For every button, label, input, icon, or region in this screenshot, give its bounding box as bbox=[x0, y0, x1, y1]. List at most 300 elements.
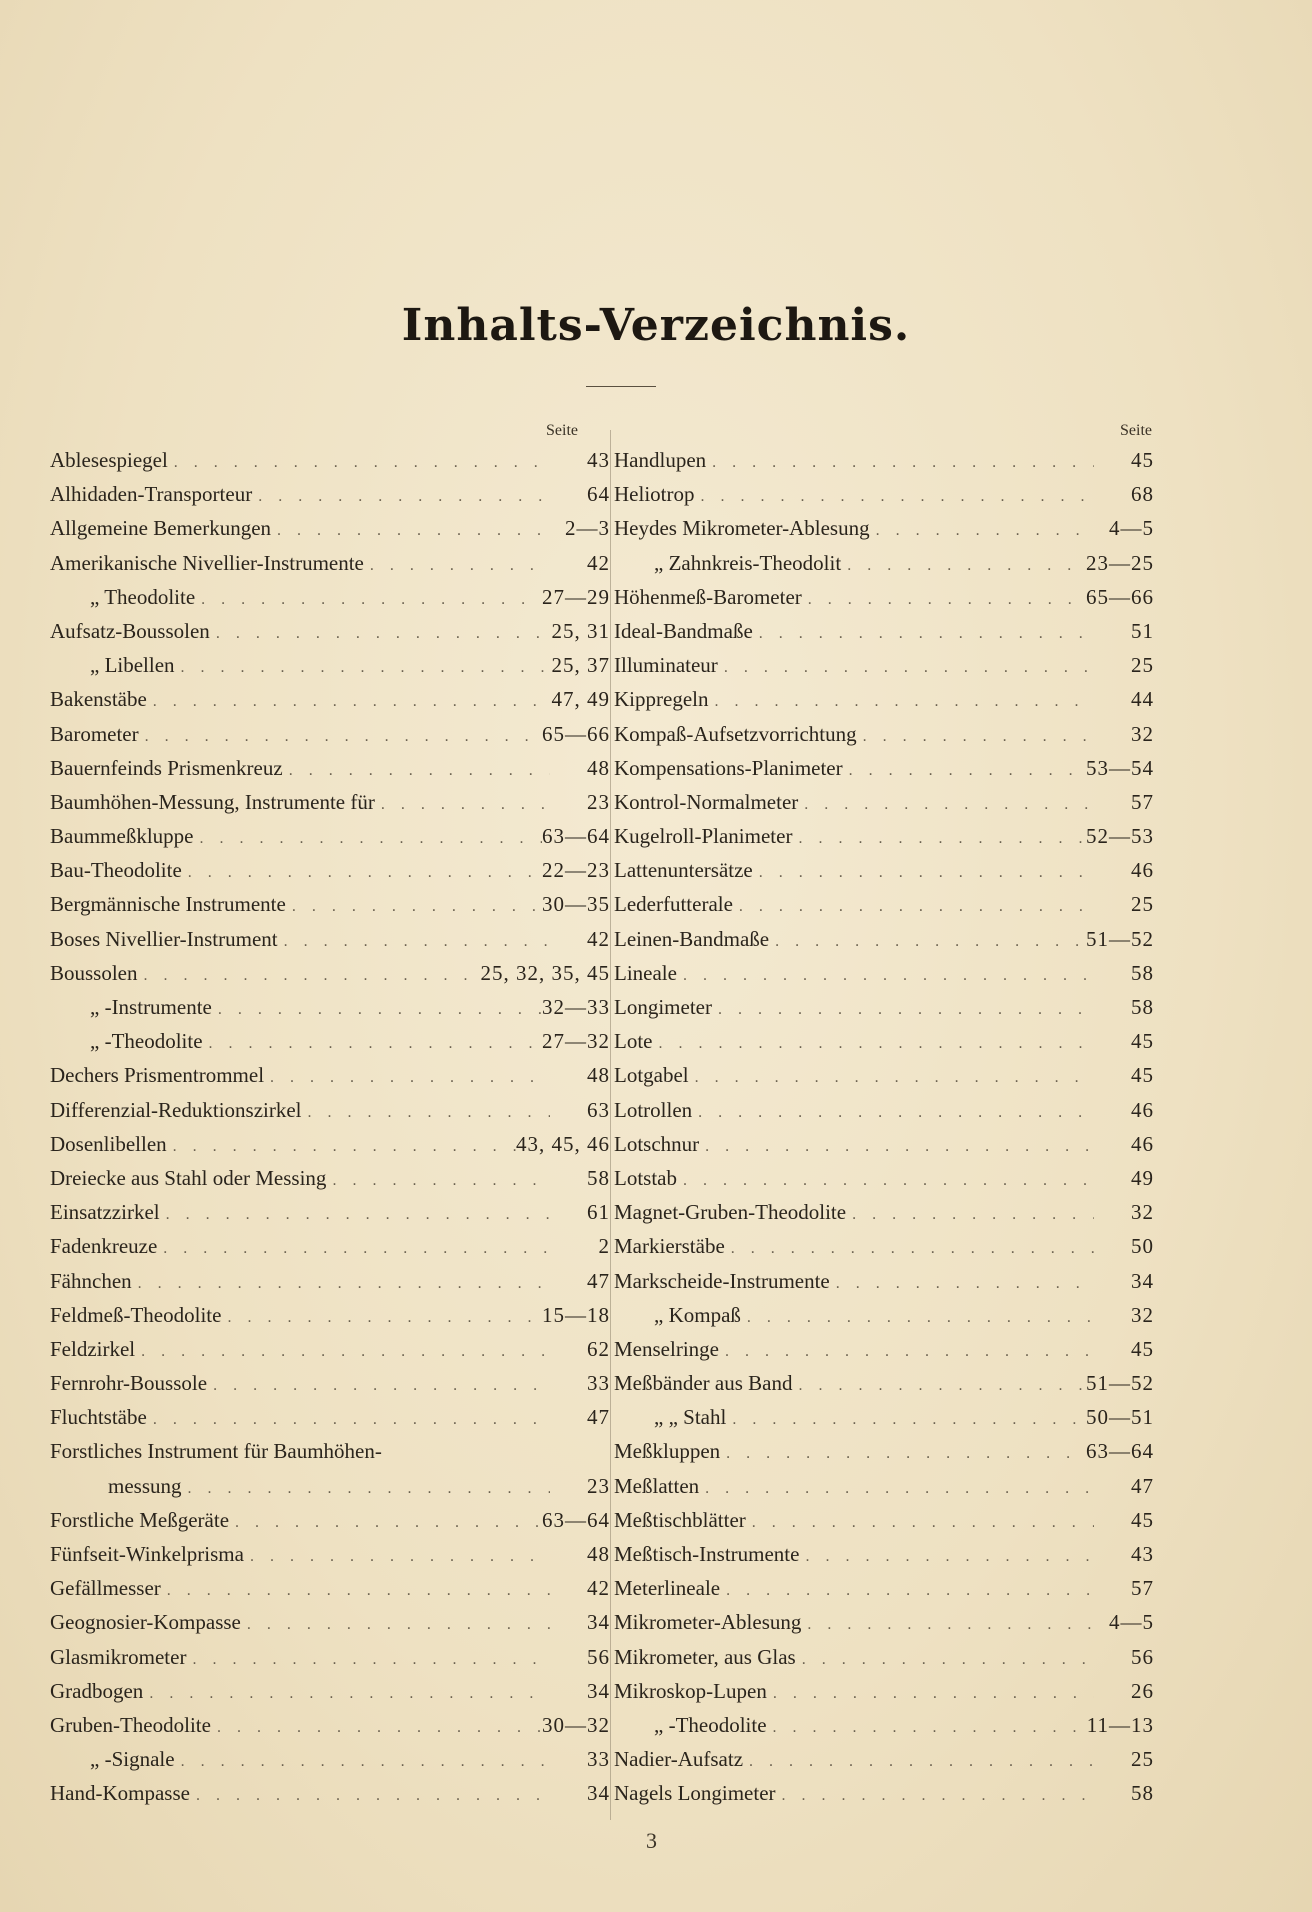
index-entry bbox=[50, 1132, 610, 1166]
leader-dots bbox=[182, 1480, 551, 1498]
entry-page: 58 bbox=[1131, 960, 1154, 985]
entry-page: 42 bbox=[587, 1576, 610, 1601]
index-entry bbox=[50, 1303, 610, 1337]
leader-dots bbox=[753, 864, 1094, 882]
leader-dots bbox=[741, 1309, 1094, 1327]
entry-name: Nadier-Aufsatz bbox=[614, 1747, 744, 1772]
index-entry bbox=[50, 1098, 610, 1132]
entry-name: Glasmikrometer bbox=[50, 1644, 187, 1669]
entry-page: 47 bbox=[587, 1405, 610, 1430]
leader-dots bbox=[843, 762, 1086, 780]
entry-name: „ „ Stahl bbox=[654, 1405, 727, 1430]
entry-name: Lotstab bbox=[614, 1165, 677, 1190]
entry-name: Magnet-Gruben-Theodolite bbox=[614, 1200, 847, 1225]
entry-name: Fünfseit-Winkelprisma bbox=[50, 1542, 244, 1566]
entry-name: Aufsatz-Boussolen bbox=[50, 618, 210, 643]
index-entry bbox=[614, 516, 1154, 550]
entry-page: 45 bbox=[1131, 1029, 1154, 1054]
entry-page: 34 bbox=[587, 1678, 610, 1703]
leader-dots bbox=[753, 625, 1094, 643]
entry-name: Meßtischblätter bbox=[614, 1507, 746, 1532]
leader-dots bbox=[725, 1240, 1094, 1258]
entry-name: „ -Instrumente bbox=[90, 995, 212, 1019]
entry-name: Kippregeln bbox=[614, 687, 709, 712]
leader-dots bbox=[689, 1069, 1094, 1087]
entry-page: 32—33 bbox=[542, 995, 610, 1019]
entry-name: Handlupen bbox=[614, 448, 707, 472]
entry-name: „ Libellen bbox=[90, 653, 175, 678]
entry-name: Leinen-Bandmaße bbox=[614, 926, 770, 951]
leader-dots bbox=[211, 1719, 542, 1737]
leader-dots bbox=[720, 1582, 1094, 1600]
leader-dots bbox=[830, 1275, 1094, 1293]
entry-name: Amerikanische Nivellier-Instrumente bbox=[50, 550, 364, 575]
leader-dots bbox=[186, 1651, 550, 1669]
entry-name: Lineale bbox=[614, 960, 677, 985]
index-entry bbox=[614, 892, 1154, 926]
entry-name: Illuminateur bbox=[614, 653, 718, 678]
leader-dots bbox=[138, 967, 481, 985]
entry-page: 56 bbox=[1131, 1644, 1154, 1669]
leader-dots bbox=[271, 522, 550, 540]
entry-page: 34 bbox=[1131, 1268, 1154, 1293]
entry-page: 62 bbox=[587, 1336, 610, 1361]
index-entry bbox=[50, 858, 610, 892]
index-entry bbox=[50, 1234, 610, 1268]
index-entry bbox=[614, 551, 1154, 585]
entry-name: Menselringe bbox=[614, 1336, 719, 1361]
entry-page: 44 bbox=[1131, 687, 1154, 712]
entry-name: Meterlineale bbox=[614, 1576, 721, 1601]
leader-dots bbox=[244, 1548, 550, 1566]
entry-page: 2—3 bbox=[565, 516, 610, 541]
index-entry bbox=[614, 927, 1154, 961]
leader-dots bbox=[796, 1651, 1094, 1669]
entry-name: Mikroskop-Lupen bbox=[614, 1678, 767, 1703]
entry-name: Lederfutterale bbox=[614, 892, 733, 917]
leader-dots bbox=[195, 591, 542, 609]
index-entry bbox=[50, 1474, 610, 1508]
index-entry bbox=[50, 1337, 610, 1371]
column-divider bbox=[610, 430, 611, 1820]
entry-page: 4—5 bbox=[1109, 1610, 1154, 1635]
entry-page: 65—66 bbox=[542, 721, 610, 746]
entry-page: 68 bbox=[1131, 482, 1154, 507]
index-entry bbox=[50, 927, 610, 961]
leader-dots bbox=[190, 1787, 550, 1805]
index-entry bbox=[50, 1166, 610, 1200]
entry-page: 58 bbox=[587, 1165, 610, 1190]
entry-page: 34 bbox=[587, 1781, 610, 1806]
leader-dots bbox=[718, 659, 1094, 677]
entry-page: 25 bbox=[1131, 653, 1154, 678]
index-entry bbox=[614, 687, 1154, 721]
index-entry bbox=[50, 448, 610, 482]
index-entry bbox=[614, 1234, 1154, 1268]
index-entry bbox=[50, 1713, 610, 1747]
entry-name: Lotgabel bbox=[614, 1063, 689, 1088]
index-entry bbox=[614, 961, 1154, 995]
entry-name: Kugelroll-Planimeter bbox=[614, 824, 793, 849]
entry-page: 51 bbox=[1131, 618, 1154, 643]
entry-page: 25, 37 bbox=[551, 653, 610, 678]
leader-dots bbox=[160, 1206, 550, 1224]
entry-page: 45 bbox=[1131, 1336, 1154, 1361]
entry-page: 33 bbox=[587, 1371, 610, 1396]
index-entry bbox=[50, 1269, 610, 1303]
entry-name: Ideal-Bandmaße bbox=[614, 618, 753, 643]
leader-dots bbox=[692, 1104, 1094, 1122]
index-entry bbox=[614, 1132, 1154, 1166]
index-entry bbox=[614, 653, 1154, 687]
entry-name: Barometer bbox=[50, 721, 139, 746]
index-entry bbox=[614, 1474, 1154, 1508]
leader-dots bbox=[375, 796, 550, 814]
entry-page: 2 bbox=[598, 1234, 610, 1259]
entry-name: Markierstäbe bbox=[614, 1234, 725, 1259]
index-entry bbox=[50, 1679, 610, 1713]
leader-dots bbox=[175, 1753, 550, 1771]
index-entry bbox=[50, 790, 610, 824]
entry-name: Ablesespiegel bbox=[50, 448, 168, 472]
leader-dots bbox=[733, 898, 1094, 916]
leader-dots bbox=[802, 591, 1086, 609]
entry-name: Bauernfeinds Prismenkreuz bbox=[50, 755, 283, 780]
entry-page: 50—51 bbox=[1086, 1405, 1154, 1430]
entry-page: 47 bbox=[587, 1268, 610, 1293]
entry-page: 33 bbox=[587, 1747, 610, 1772]
leader-dots bbox=[182, 864, 542, 882]
leader-dots bbox=[767, 1685, 1094, 1703]
entry-name: Lote bbox=[614, 1029, 653, 1054]
entry-page: 23 bbox=[587, 1473, 610, 1498]
entry-name: Heliotrop bbox=[614, 482, 695, 507]
entry-name: Forstliches Instrument für Baumhöhen- bbox=[50, 1439, 382, 1464]
entry-name: Heydes Mikrometer-Ablesung bbox=[614, 516, 870, 541]
index-entry bbox=[50, 1029, 610, 1063]
entry-name: Fluchtstäbe bbox=[50, 1405, 147, 1430]
index-entry bbox=[50, 995, 610, 1029]
entry-name: Mikrometer-Ablesung bbox=[614, 1610, 802, 1635]
index-entry bbox=[614, 858, 1154, 892]
index-entry bbox=[50, 1371, 610, 1405]
entry-page: 61 bbox=[587, 1200, 610, 1225]
index-entry bbox=[614, 1405, 1154, 1439]
index-entry bbox=[50, 824, 610, 858]
entry-name: Kontrol-Normalmeter bbox=[614, 789, 799, 814]
leader-dots bbox=[846, 1206, 1094, 1224]
leader-dots bbox=[694, 488, 1094, 506]
leader-dots bbox=[161, 1582, 550, 1600]
index-entry bbox=[50, 1439, 610, 1473]
entry-page: 32 bbox=[1131, 721, 1154, 746]
entry-name: Dreiecke aus Stahl oder Messing bbox=[50, 1165, 327, 1190]
entry-page: 48 bbox=[587, 1063, 610, 1088]
index-entry bbox=[614, 1542, 1154, 1576]
left-column bbox=[50, 422, 610, 1816]
entry-page: 48 bbox=[587, 1542, 610, 1566]
seite-label-right: Seite bbox=[1120, 422, 1152, 439]
entry-page: 43 bbox=[587, 448, 610, 472]
entry-page: 46 bbox=[1131, 858, 1154, 883]
leader-dots bbox=[699, 1138, 1094, 1156]
entry-page: 32 bbox=[1131, 1200, 1154, 1225]
entry-page: 32 bbox=[1131, 1302, 1154, 1327]
entry-name: Longimeter bbox=[614, 995, 712, 1019]
entry-name: messung bbox=[108, 1473, 182, 1498]
leader-dots bbox=[135, 1343, 550, 1361]
entry-name: Alhidaden-Transporteur bbox=[50, 482, 253, 507]
index-entry bbox=[614, 1098, 1154, 1132]
page-title: Inhalts-Verzeichnis. bbox=[401, 300, 911, 351]
entry-name: Fernrohr-Boussole bbox=[50, 1371, 208, 1396]
entry-name: Kompaß-Aufsetzvorrichtung bbox=[614, 721, 857, 746]
leader-dots bbox=[767, 1719, 1087, 1737]
index-entry bbox=[614, 1713, 1154, 1747]
leader-dots bbox=[677, 1172, 1094, 1190]
entry-page: 50 bbox=[1131, 1234, 1154, 1259]
index-entry bbox=[614, 1747, 1154, 1781]
index-entry bbox=[614, 824, 1154, 858]
index-entry bbox=[614, 1645, 1154, 1679]
leader-dots bbox=[193, 830, 542, 848]
entry-page: 27—29 bbox=[542, 584, 610, 609]
index-entry bbox=[50, 961, 610, 995]
entry-page: 46 bbox=[1131, 1097, 1154, 1122]
leader-dots bbox=[210, 625, 550, 643]
page-number: 3 bbox=[646, 1828, 657, 1853]
index-entry bbox=[614, 756, 1154, 790]
entry-name: Bau-Theodolite bbox=[50, 858, 182, 883]
entry-page: 48 bbox=[587, 755, 610, 780]
leader-dots bbox=[652, 1035, 1094, 1053]
leader-dots bbox=[168, 454, 550, 472]
leader-dots bbox=[799, 1548, 1094, 1566]
leader-dots bbox=[229, 1514, 542, 1532]
entry-page: 30—32 bbox=[542, 1712, 610, 1737]
entry-page: 30—35 bbox=[542, 892, 610, 917]
entry-name: „ -Theodolite bbox=[654, 1712, 767, 1737]
entry-name: Boussolen bbox=[50, 960, 138, 985]
leader-dots bbox=[792, 1377, 1086, 1395]
entry-page: 58 bbox=[1131, 995, 1154, 1019]
index-entry bbox=[614, 1029, 1154, 1063]
leader-dots bbox=[147, 1411, 550, 1429]
entry-name: Baummeßkluppe bbox=[50, 824, 194, 849]
index-entry bbox=[50, 1576, 610, 1610]
entry-page: 25, 32, 35, 45 bbox=[480, 960, 610, 985]
leader-dots bbox=[132, 1275, 550, 1293]
index-entry bbox=[50, 1781, 610, 1815]
leader-dots bbox=[139, 728, 542, 746]
entry-page: 47 bbox=[1131, 1473, 1154, 1498]
leader-dots bbox=[792, 830, 1086, 848]
leader-dots bbox=[241, 1616, 550, 1634]
entry-name: Einsatzzirkel bbox=[50, 1200, 160, 1225]
index-entry bbox=[614, 585, 1154, 619]
entry-page: 25 bbox=[1131, 1747, 1154, 1772]
entry-page: 57 bbox=[1131, 789, 1154, 814]
leader-dots bbox=[212, 1001, 542, 1019]
entry-page: 15—18 bbox=[542, 1302, 610, 1327]
entry-name: Allgemeine Bemerkungen bbox=[50, 516, 272, 541]
entry-page: 51—52 bbox=[1086, 1371, 1154, 1396]
entry-page: 23—25 bbox=[1086, 550, 1154, 575]
index-entry bbox=[50, 687, 610, 721]
entry-page: 34 bbox=[587, 1610, 610, 1635]
entry-name: Höhenmeß-Barometer bbox=[614, 584, 802, 609]
entry-page: 4—5 bbox=[1109, 516, 1154, 541]
index-entry bbox=[614, 448, 1154, 482]
entry-page: 25, 31 bbox=[551, 618, 610, 643]
index-entry bbox=[614, 1576, 1154, 1610]
entry-name: Dechers Prismentrommel bbox=[50, 1063, 265, 1088]
index-entry bbox=[50, 482, 610, 516]
index-entry bbox=[50, 1063, 610, 1097]
leader-dots bbox=[221, 1309, 542, 1327]
entry-name: Lotschnur bbox=[614, 1131, 700, 1156]
seite-label-left: Seite bbox=[546, 422, 578, 439]
entry-page: 47, 49 bbox=[551, 687, 610, 712]
index-entry bbox=[50, 892, 610, 926]
entry-page: 22—23 bbox=[542, 858, 610, 883]
entry-page: 45 bbox=[1131, 1507, 1154, 1532]
entry-name: Hand-Kompasse bbox=[50, 1781, 190, 1806]
entry-name: Boses Nivellier-Instrument bbox=[50, 926, 278, 951]
entry-name: Lotrollen bbox=[614, 1097, 693, 1122]
index-entry bbox=[50, 756, 610, 790]
leader-dots bbox=[841, 557, 1086, 575]
index-entry bbox=[50, 1645, 610, 1679]
entry-page: 64 bbox=[587, 482, 610, 507]
index-entry bbox=[614, 619, 1154, 653]
entry-name: Fadenkreuze bbox=[50, 1234, 158, 1259]
leader-dots bbox=[699, 1480, 1094, 1498]
index-entry bbox=[50, 551, 610, 585]
entry-page: 43, 45, 46 bbox=[516, 1131, 610, 1156]
leader-dots bbox=[857, 728, 1094, 746]
entry-name: „ Kompaß bbox=[654, 1302, 741, 1327]
entry-page: 45 bbox=[1131, 1063, 1154, 1088]
index-entry bbox=[614, 1063, 1154, 1097]
entry-page: 23 bbox=[587, 789, 610, 814]
entry-name: Differenzial-Reduktionszirkel bbox=[50, 1097, 302, 1122]
entry-page: 45 bbox=[1131, 448, 1154, 472]
entry-name: Gradbogen bbox=[50, 1678, 144, 1703]
leader-dots bbox=[286, 898, 542, 916]
leader-dots bbox=[283, 762, 550, 780]
entry-page: 46 bbox=[1131, 1131, 1154, 1156]
index-entry bbox=[614, 1610, 1154, 1644]
leader-dots bbox=[157, 1240, 550, 1258]
entry-name: Gefällmesser bbox=[50, 1576, 161, 1601]
entry-name: Bakenstäbe bbox=[50, 687, 147, 712]
entry-page: 58 bbox=[1131, 1781, 1154, 1806]
entry-name: „ -Theodolite bbox=[90, 1029, 203, 1054]
index-entry bbox=[614, 1303, 1154, 1337]
entry-page: 63—64 bbox=[542, 1507, 610, 1532]
entry-name: Feldmeß-Theodolite bbox=[50, 1302, 222, 1327]
index-entry bbox=[50, 1200, 610, 1234]
leader-dots bbox=[302, 1104, 550, 1122]
leader-dots bbox=[175, 659, 550, 677]
index-entry bbox=[50, 722, 610, 756]
leader-dots bbox=[364, 557, 550, 575]
entry-name: „ -Signale bbox=[90, 1747, 175, 1772]
right-column bbox=[614, 422, 1154, 1816]
leader-dots bbox=[677, 967, 1094, 985]
entry-name: Kompensations-Planimeter bbox=[614, 755, 843, 780]
leader-dots bbox=[798, 796, 1094, 814]
leader-dots bbox=[264, 1069, 550, 1087]
index-entry bbox=[50, 653, 610, 687]
entry-page: 63—64 bbox=[1086, 1439, 1154, 1464]
entry-page: 63—64 bbox=[542, 824, 610, 849]
index-entry bbox=[614, 1337, 1154, 1371]
entry-page: 53—54 bbox=[1086, 755, 1154, 780]
index-entry bbox=[614, 995, 1154, 1029]
leader-dots bbox=[143, 1685, 550, 1703]
entry-page: 63 bbox=[587, 1097, 610, 1122]
index-entry bbox=[614, 1439, 1154, 1473]
index-entry bbox=[614, 1508, 1154, 1542]
entry-name: Meßkluppen bbox=[614, 1439, 721, 1464]
entry-page: 65—66 bbox=[1086, 584, 1154, 609]
index-entry bbox=[614, 790, 1154, 824]
index-entry bbox=[614, 482, 1154, 516]
entry-name: Meßtisch-Instrumente bbox=[614, 1542, 800, 1566]
leader-dots bbox=[147, 693, 550, 711]
leader-dots bbox=[708, 693, 1094, 711]
index-entry bbox=[50, 1405, 610, 1439]
entry-name: Meßbänder aus Band bbox=[614, 1371, 793, 1396]
index-entry bbox=[50, 1542, 610, 1576]
index-entry bbox=[50, 619, 610, 653]
leader-dots bbox=[706, 454, 1094, 472]
entry-name: Gruben-Theodolite bbox=[50, 1712, 211, 1737]
index-entry bbox=[614, 722, 1154, 756]
entry-page: 57 bbox=[1131, 1576, 1154, 1601]
entry-name: Baumhöhen-Messung, Instrumente für bbox=[50, 789, 375, 814]
entry-name: Feldzirkel bbox=[50, 1336, 136, 1361]
entry-page: 42 bbox=[587, 926, 610, 951]
entry-name: Dosenlibellen bbox=[50, 1131, 167, 1156]
title-rule bbox=[586, 386, 656, 387]
entry-name: Forstliche Meßgeräte bbox=[50, 1507, 230, 1532]
leader-dots bbox=[278, 933, 550, 951]
index-entry bbox=[50, 1508, 610, 1542]
index-entry bbox=[50, 516, 610, 550]
entry-name: Markscheide-Instrumente bbox=[614, 1268, 830, 1293]
index-entry bbox=[614, 1269, 1154, 1303]
leader-dots bbox=[207, 1377, 550, 1395]
index-entry bbox=[614, 1200, 1154, 1234]
entry-page: 26 bbox=[1131, 1678, 1154, 1703]
leader-dots bbox=[743, 1753, 1094, 1771]
leader-dots bbox=[203, 1035, 542, 1053]
entry-page: 49 bbox=[1131, 1165, 1154, 1190]
leader-dots bbox=[726, 1411, 1086, 1429]
leader-dots bbox=[776, 1787, 1094, 1805]
leader-dots bbox=[252, 488, 550, 506]
leader-dots bbox=[746, 1514, 1094, 1532]
entry-page: 42 bbox=[587, 550, 610, 575]
index-entry bbox=[614, 1781, 1154, 1815]
leader-dots bbox=[326, 1172, 550, 1190]
leader-dots bbox=[167, 1138, 516, 1156]
entry-page: 27—32 bbox=[542, 1029, 610, 1054]
leader-dots bbox=[870, 522, 1094, 540]
